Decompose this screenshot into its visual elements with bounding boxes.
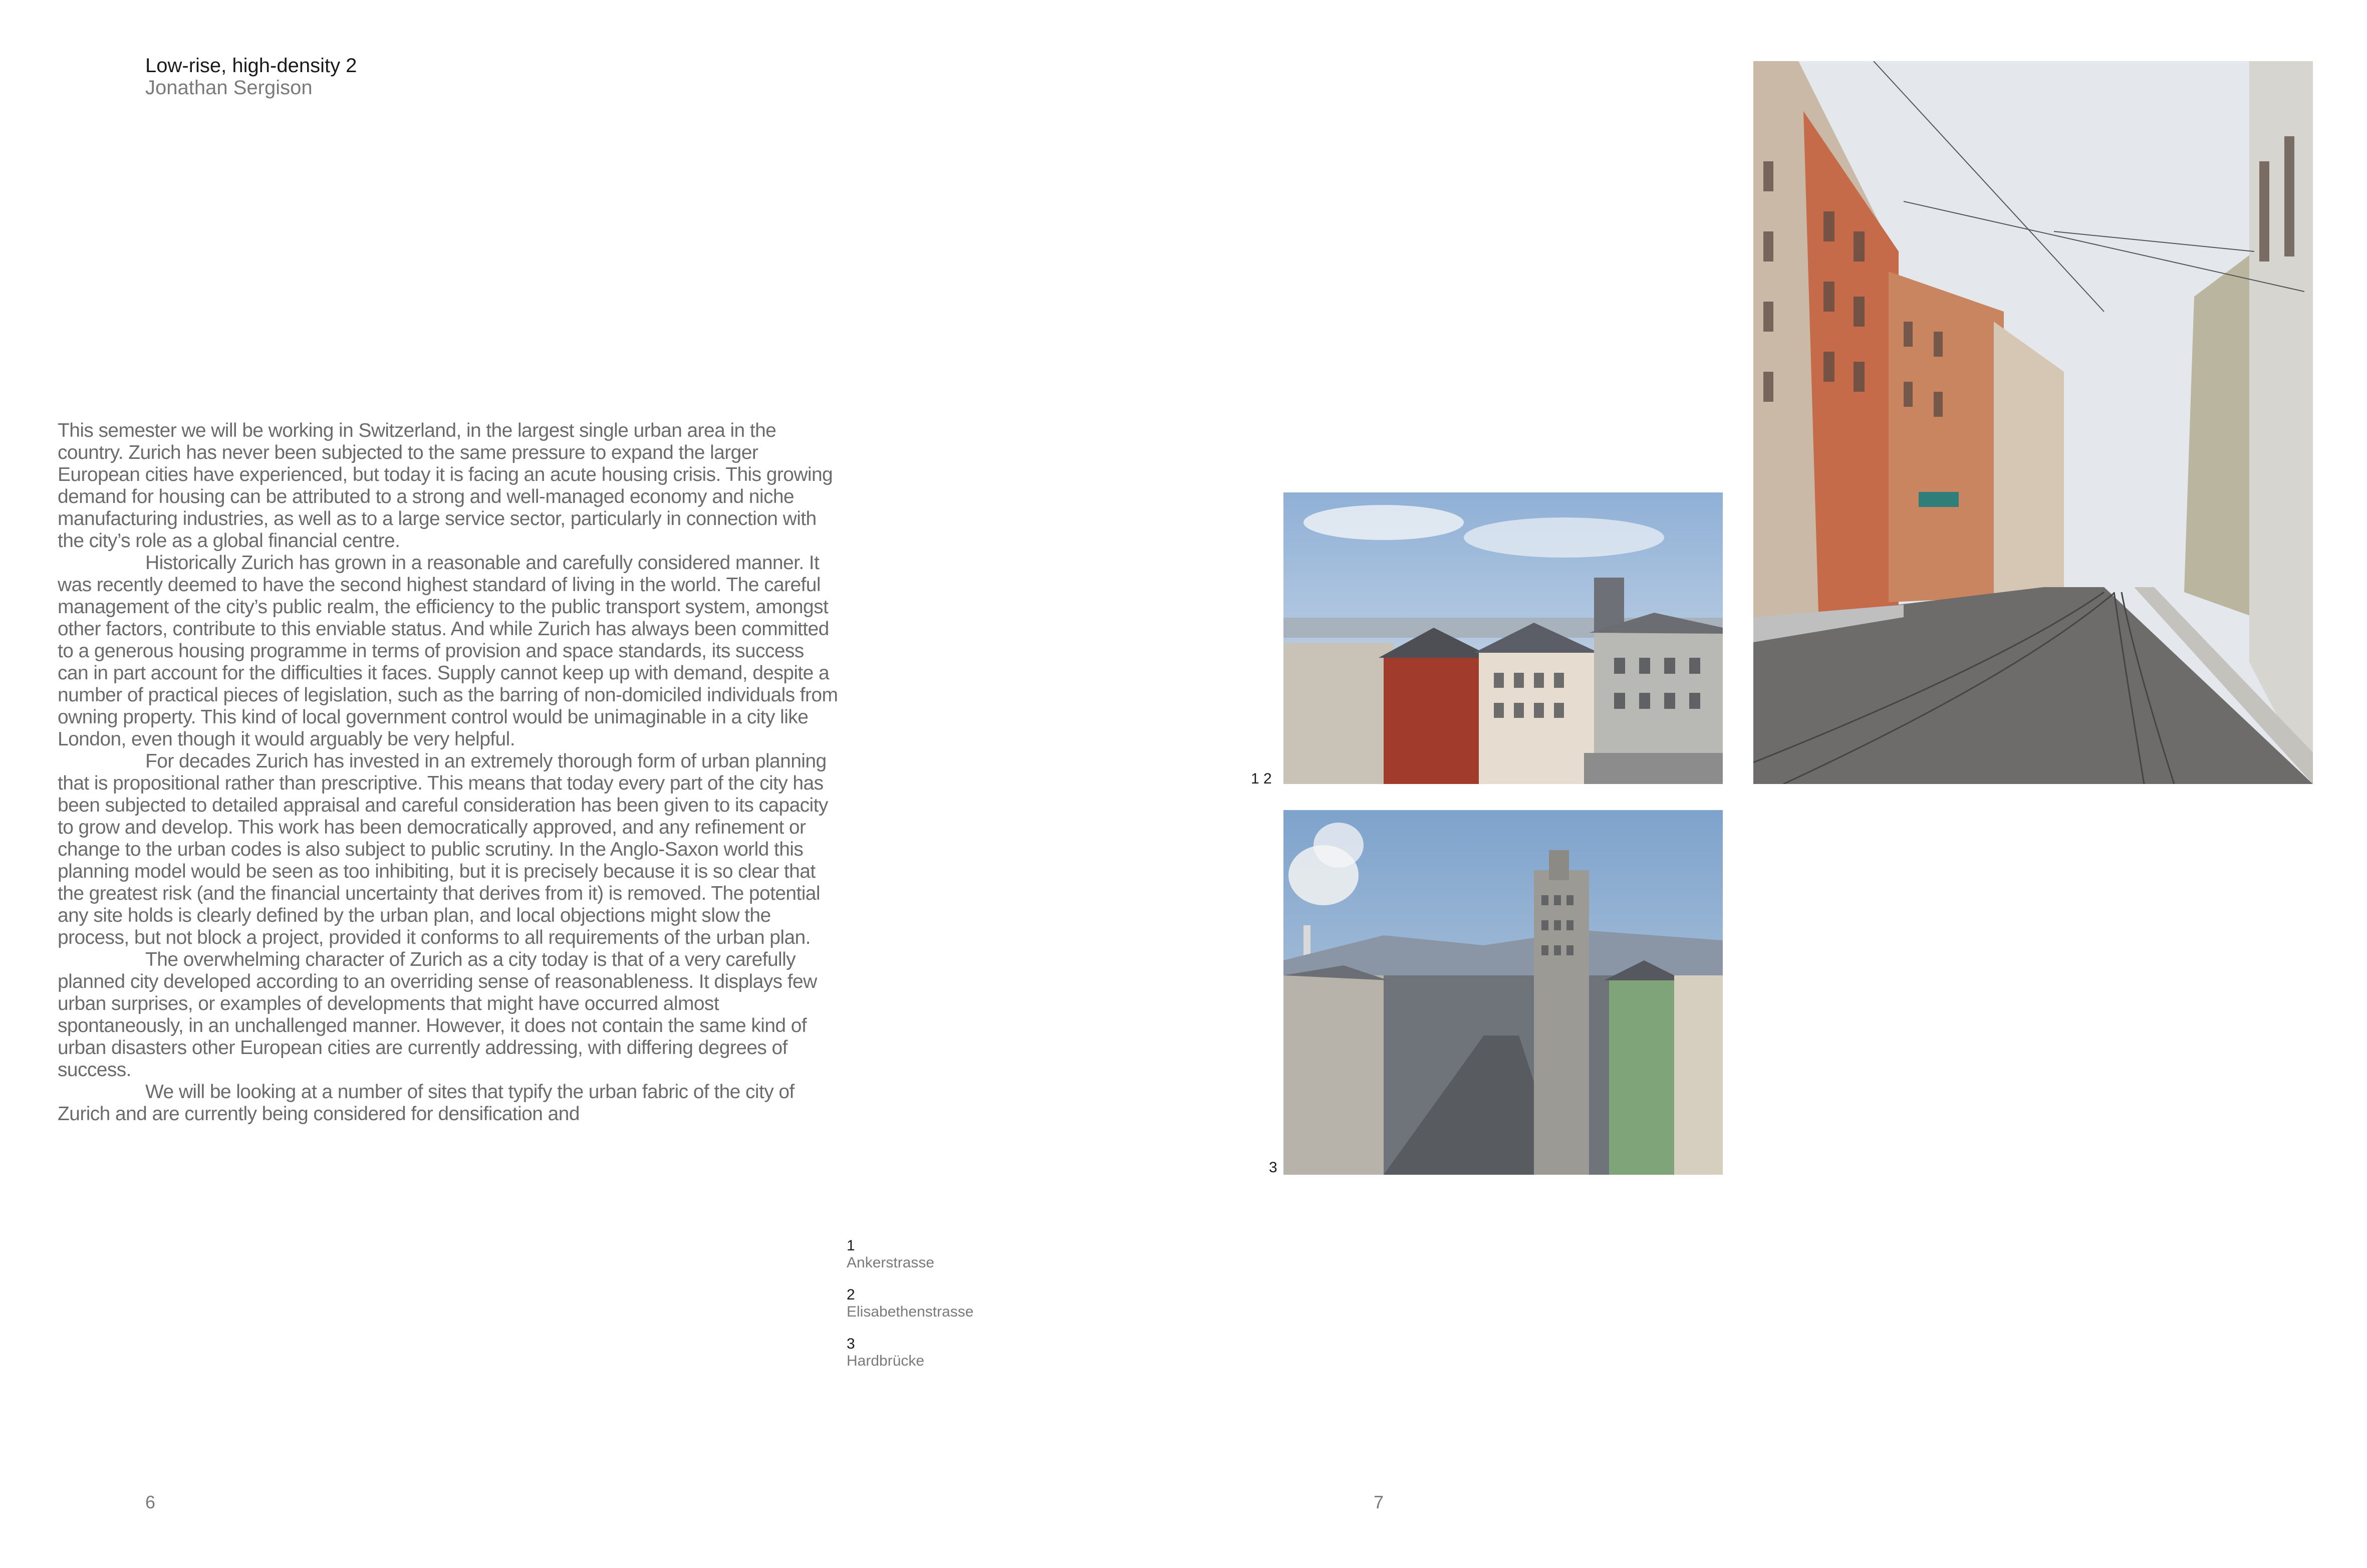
paragraph-3: For decades Zurich has invested in an extremely thorough form of urban planning that is propositional rather than prescriptive. This means that today every part of the city has been subjected to detailed appraisal and careful consideration has been given to its capacity to grow and develop. This work has been democratically approved, and any refinement or change to the urban codes is also subject to public scrutiny. In the Anglo-Saxon world this planning model would be seen as too inhibiting, but it is precisely because it is so clear that the greatest risk (and the financial uncertainty that derives from it) is removed. The potential any site holds is clearly defined by the urban plan, and local objections might slow the process, but not block a project, provided it conforms to all requirements of the urban plan. <box>58 750 828 948</box>
caption-number: 2 <box>847 1286 855 1303</box>
caption-2 <box>847 1286 973 1321</box>
page-number-left: 6 <box>145 1492 156 1512</box>
caption-number: 1 <box>847 1237 855 1254</box>
caption-number: 3 <box>847 1336 855 1352</box>
caption-3 <box>847 1336 973 1370</box>
article-title: Low-rise, high-density 2 <box>145 55 357 77</box>
paragraph-5: We will be looking at a number of sites that typify the urban fabric of the city of Zurich and are currently being considered for densification and <box>58 1081 795 1125</box>
figure-label-3: 3 <box>1269 1159 1277 1176</box>
caption-name: Elisabethenstrasse <box>847 1303 974 1320</box>
photo-ankerstrasse <box>1753 61 2313 784</box>
article-author: Jonathan Sergison <box>145 77 313 99</box>
body-text <box>58 420 839 1125</box>
figure-captions <box>847 1237 973 1385</box>
caption-name: Ankerstrasse <box>847 1254 935 1271</box>
paragraph-4: The overwhelming character of Zurich as a city today is that of a very carefully planned city developed according to an overriding sense of reasonableness. It displays few urban surprises, or examples of developments that might have occurred almost spontaneously, in an unchallenged manner. However, it does not contain the same kind of urban disasters other European cities are currently addressing, with differing degrees of success. <box>58 949 817 1081</box>
paragraph-1: This semester we will be working in Switzerland, in the largest single urban area in the country. Zurich has never been subjected to the same pressure to expand the larger European cities have experienced, but today it is facing an acute housing crisis. This growing demand for housing can be attributed to a strong and well-managed economy and niche manufacturing industries, as well as to a large service sector, particularly in connection with the city’s role as a global financial centre. <box>58 420 833 552</box>
caption-name: Hardbrücke <box>847 1353 925 1369</box>
photo-hardbruecke <box>1283 810 1723 1175</box>
photo-elisabethenstrasse <box>1283 492 1723 784</box>
paragraph-2: Historically Zurich has grown in a reasonable and carefully considered manner. It was recently deemed to have the second highest standard of living in the world. The careful management of the city’s public realm, the efficiency to the public transport system, amongst other factors, contribute to this enviable status. And while Zurich has always been committed to a generous housing programme in terms of provision and space standards, its success can in part account for the difficulties it faces. Supply cannot keep up with demand, despite a number of practical pieces of legislation, such as the barring of non-domiciled individuals from owning property. This kind of local government control would be unimaginable in a city like London, even though it would arguably be very helpful. <box>58 552 838 750</box>
figure-label-1-2: 1 2 <box>1251 770 1272 787</box>
caption-1 <box>847 1237 973 1271</box>
page-number-right: 7 <box>1374 1492 1384 1512</box>
